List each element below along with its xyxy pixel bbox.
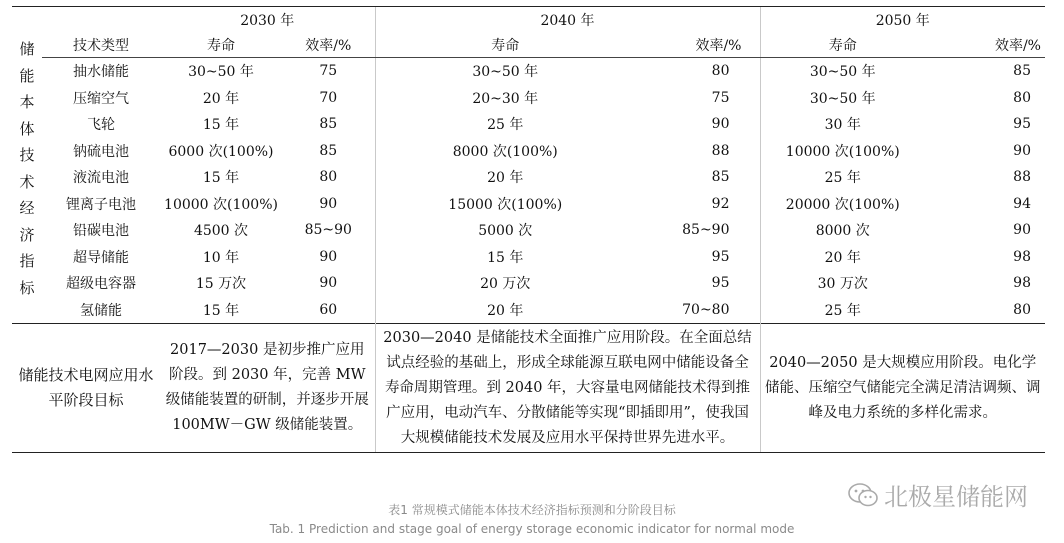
table-caption-en: Tab. 1 Prediction and stage goal of energy storage economic indicator for normal mode [269,522,795,536]
cell-type: 超导储能 [73,249,129,266]
cell-e2030: 75 [319,63,338,80]
cell-l2030: 10 年 [202,249,240,266]
table-row [12,85,1045,112]
cell-l2030: 4500 次 [193,223,249,240]
cell-l2040: 20 年 [375,164,635,191]
cell-e2050: 98 [1013,248,1031,265]
cell-e2040: 85 [711,169,730,186]
cell-l2050: 30 万次 [760,270,925,297]
cell-e2030: 70 [319,89,338,106]
cell-e2050: 90 [1013,142,1031,159]
cell-l2050: 30~50 年 [760,85,925,112]
cell-e2050: 94 [1013,195,1031,212]
cell-e2030: 90 [319,195,338,212]
cell-l2050: 20 年 [760,244,925,271]
side-label-char: 术 [19,172,35,191]
col-header-eff-2030: 效率/% [282,32,375,58]
table-row [12,217,1045,244]
cell-l2040: 5000 次 [375,217,635,244]
cell-type: 压缩空气 [73,90,129,107]
cell-e2030: 85 [319,142,338,159]
cell-l2040: 25 年 [375,111,635,138]
col-header-life-2030: 寿命 [160,32,282,58]
table-row [12,191,1045,218]
table-row [12,244,1045,271]
stage-goal-2030: 2017—2030 是初步推广应用阶段。到 2030 年，完善 MW 级储能装置的研制，并逐步开展 100MW－GW 级储能装置。 [160,324,375,453]
side-label [12,32,42,324]
cell-e2030: 60 [319,301,338,318]
cell-l2040: 8000 次(100%) [375,138,635,165]
cell-l2030: 15 年 [202,302,240,319]
cell-e2050: 80 [1013,301,1031,318]
cell-type: 氢储能 [80,302,122,319]
stage-goal-2050: 2040—2050 是大规模应用阶段。电化学储能、压缩空气储能完全满足清洁调频、调峰及电力系统的多样化需求。 [760,324,1045,453]
cell-l2040: 20 万次 [375,270,635,297]
cell-l2050: 25 年 [760,297,925,324]
cell-e2050: 98 [1013,275,1031,292]
cell-l2050: 10000 次(100%) [760,138,925,165]
cell-type: 铅碳电池 [73,223,129,240]
table-row [12,164,1045,191]
cell-e2040: 80 [711,63,730,80]
cell-l2030: 20 年 [202,90,240,107]
watermark-text: 北极星储能网 [884,483,1028,511]
cell-l2040: 30~50 年 [375,58,635,85]
cell-l2030: 10000 次(100%) [164,196,278,213]
cell-type: 锂离子电池 [66,196,136,213]
cell-e2050: 85 [1013,63,1031,80]
side-label-char: 技 [19,146,35,164]
cell-l2050: 30~50 年 [760,58,925,85]
side-label-char: 经 [19,199,35,217]
cell-e2040: 95 [711,275,730,292]
col-header-type: 技术类型 [42,32,160,58]
cell-l2040: 15 年 [375,244,635,271]
side-label-char: 指 [19,252,35,270]
table-row [12,297,1045,324]
table-row [12,58,1045,85]
cell-e2030: 80 [319,169,338,186]
side-label-char: 济 [19,225,35,244]
cell-e2030: 85~90 [304,222,352,239]
cell-l2040: 20 年 [375,297,635,324]
cell-l2050: 20000 次(100%) [760,191,925,218]
table-row [12,270,1045,297]
cell-l2030: 15 万次 [195,276,247,293]
table-row [12,111,1045,138]
cell-e2050: 95 [1013,116,1031,133]
cell-e2040: 85~90 [682,222,730,239]
cell-e2050: 80 [1013,89,1031,106]
cell-l2050: 30 年 [760,111,925,138]
year-header-2040: 2040 年 [375,7,760,33]
cell-e2030: 90 [319,248,338,265]
cell-l2040: 20~30 年 [375,85,635,112]
cell-e2040: 92 [711,195,730,212]
col-header-eff-2050: 效率/% [925,32,1045,58]
cell-l2050: 8000 次 [760,217,925,244]
cell-type: 钠硫电池 [73,143,129,160]
table-row [12,138,1045,165]
cell-l2030: 30~50 年 [188,64,254,81]
stage-goal-2040: 2030—2040 是储能技术全面推广应用阶段。在全面总结试点经验的基础上，形成全球能源互联电网中储能设备全寿命周期管理。到 2040 年，大容量电网储能技术得到推广应用，电动汽车、分散储能等实现“即插即用”，使我国大规模储能技术发展及应用水平保持世界先进水平。 [375,324,760,453]
cell-e2040: 75 [711,89,730,106]
cell-type: 超级电容器 [66,276,136,293]
stage-goal-label: 储能技术电网应用水平阶段目标 [12,324,160,453]
side-label-char: 标 [19,278,35,297]
cell-type: 液流电池 [73,170,129,187]
cell-e2050: 88 [1013,169,1031,186]
cell-e2050: 90 [1013,222,1031,239]
cell-e2040: 88 [711,142,730,159]
col-header-eff-2040: 效率/% [635,32,760,58]
cell-e2040: 90 [711,116,730,133]
cell-l2030: 15 年 [202,170,240,187]
cell-l2050: 25 年 [760,164,925,191]
side-label-char: 能 [19,66,35,85]
cell-e2030: 90 [319,275,338,292]
cell-l2030: 15 年 [202,117,240,134]
side-label-char: 体 [19,119,35,138]
cell-l2030: 6000 次(100%) [168,143,274,160]
cell-l2040: 15000 次(100%) [375,191,635,218]
year-header-2050: 2050 年 [760,7,1045,33]
year-header-2030: 2030 年 [160,7,375,33]
col-header-life-2050: 寿命 [760,32,925,58]
cell-e2030: 85 [319,116,338,133]
side-label-char: 储 [19,40,35,58]
cell-type: 抽水储能 [73,64,129,81]
table-caption-cn: 表1 常规模式储能本体技术经济指标预测和分阶段目标 [388,503,676,517]
col-header-life-2040: 寿命 [375,32,635,58]
side-label-char: 本 [19,93,35,111]
cell-type: 飞轮 [87,117,115,134]
cell-e2040: 70~80 [682,301,730,318]
energy-storage-table [12,6,1045,453]
cell-e2040: 95 [711,248,730,265]
